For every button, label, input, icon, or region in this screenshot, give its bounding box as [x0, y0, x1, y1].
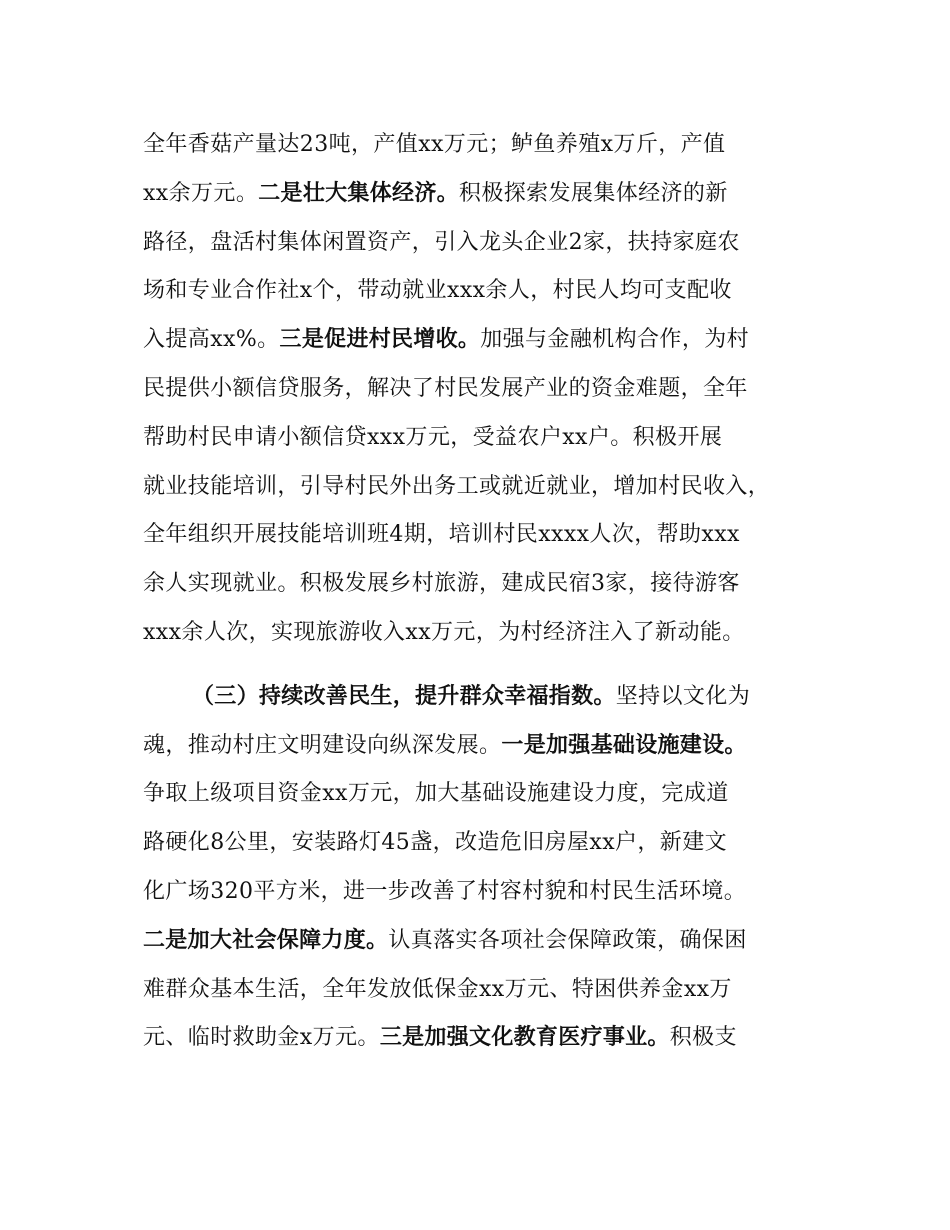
document-body	[143, 121, 823, 1063]
body-text: 路径，盘活村集体闲置资产，引入龙头企业2家，扶持家庭农	[143, 229, 740, 255]
body-text: 争取上级项目资金xx万元，加大基础设施建设力度，完成道	[143, 781, 729, 807]
body-text: 难群众基本生活，全年发放低保金xx万元、特困供养金xx万	[143, 976, 732, 1002]
paragraph-section-three	[143, 673, 823, 1063]
body-text: 元、临时救助金x万元。	[143, 1025, 380, 1051]
body-text: xxx余人次，实现旅游收入xx万元，为村经济注入了新动能。	[143, 619, 745, 645]
text-line	[143, 219, 823, 268]
text-line	[143, 819, 823, 868]
text-line	[143, 917, 823, 966]
bold-heading-text: （三）持续改善民生，提升群众幸福指数。	[192, 683, 616, 709]
paragraph-gap	[143, 658, 823, 673]
body-text: 全年组织开展技能培训班4期，培训村民xxxx人次，帮助xxx	[143, 522, 740, 548]
body-text: 积极探索发展集体经济的新	[458, 180, 728, 206]
paragraph-continued	[143, 121, 823, 658]
body-text: 场和专业合作社x个，带动就业xxx余人，村民人均可支配收	[143, 278, 732, 304]
text-line	[143, 966, 823, 1015]
body-text: 加强与金融机构合作，为村	[480, 327, 750, 353]
body-text: 坚持以文化为	[615, 683, 751, 709]
bold-heading-text: 二是壮大集体经济。	[258, 180, 459, 206]
text-line	[143, 511, 823, 560]
text-line	[143, 770, 823, 819]
body-text: 帮助村民申请小额信贷xxx万元，受益农户xx户。积极开展	[143, 424, 723, 450]
text-line	[143, 365, 823, 414]
body-text: 积极支	[669, 1025, 737, 1051]
text-line	[143, 560, 823, 609]
body-text: 化广场320平方米，进一步改善了村容村貌和村民生活环境。	[143, 878, 747, 904]
body-text: 魂，推动村庄文明建设向纵深发展。	[143, 732, 502, 758]
text-line	[143, 868, 823, 917]
text-line	[143, 609, 823, 658]
body-text: 民提供小额信贷服务，解决了村民发展产业的资金难题，全年	[143, 375, 748, 401]
bold-heading-text: 一是加强基础设施建设。	[501, 732, 747, 758]
text-line	[143, 170, 823, 219]
text-line	[143, 316, 823, 365]
body-text: xx余万元。	[143, 180, 259, 206]
text-line	[143, 673, 823, 722]
body-text: 全年香菇产量达23吨，产值xx万元；鲈鱼养殖x万斤，产值	[143, 132, 726, 157]
text-line	[143, 463, 823, 512]
text-line	[143, 267, 823, 316]
bold-heading-text: 二是加大社会保障力度。	[143, 927, 389, 953]
text-line	[143, 722, 823, 771]
body-text: 认真落实各项社会保障政策，确保困	[388, 927, 747, 953]
text-line	[143, 121, 823, 170]
body-text: 就业技能培训，引导村民外出务工或就近就业，增加村民收入，	[143, 473, 771, 499]
body-text: 余人实现就业。积极发展乡村旅游，建成民宿3家，接待游客	[143, 571, 740, 597]
bold-heading-text: 三是促进村民增收。	[279, 327, 481, 353]
bold-heading-text: 三是加强文化教育医疗事业。	[379, 1025, 670, 1051]
body-text: 入提高xx%。	[143, 327, 280, 353]
text-line	[143, 1014, 823, 1063]
body-text: 路硬化8公里，安装路灯45盏，改造危旧房屋xx户，新建文	[143, 830, 728, 856]
text-line	[143, 414, 823, 463]
